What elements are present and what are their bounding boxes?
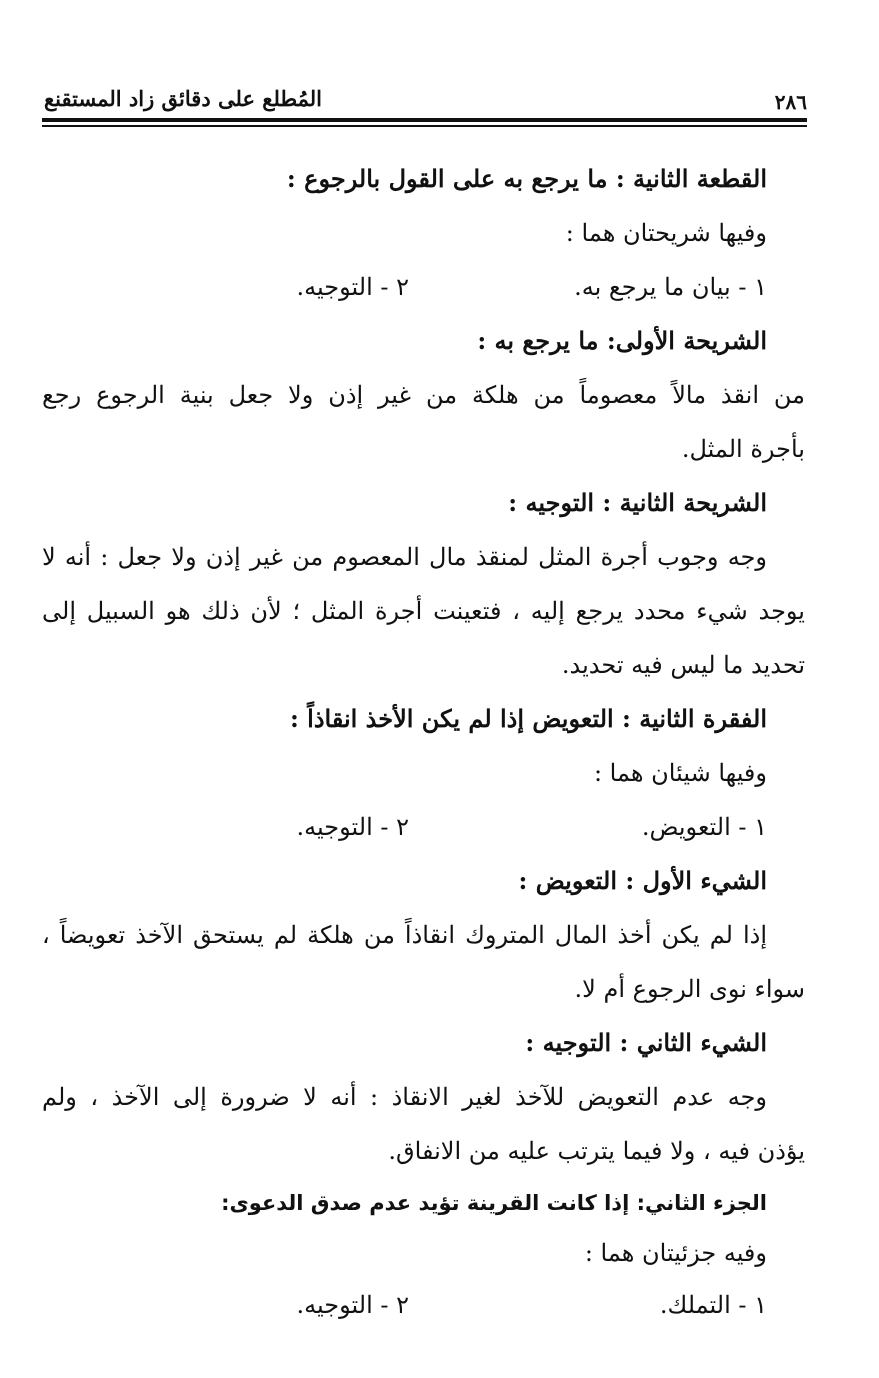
list-item: ١ - التعويض. <box>641 813 767 841</box>
paragraph-line: بأجرة المثل. <box>681 435 805 463</box>
header-rule-thin <box>42 125 807 127</box>
paragraph-line: وجه وجوب أجرة المثل لمنقذ مال المعصوم من غير إذن ولا جعل : أنه لا <box>42 543 767 571</box>
paragraph-line: وجه عدم التعويض للآخذ لغير الانقاذ : أنه لا ضرورة إلى الآخذ ، ولم <box>42 1083 767 1111</box>
numbered-list <box>42 1278 767 1332</box>
body-text: وفيها شيئان هما : <box>593 759 767 787</box>
section-heading: الشريحة الأولى: ما يرجع به : <box>477 326 767 355</box>
section-heading: الفقرة الثانية : التعويض إذا لم يكن الأخذ انقاذاً : <box>289 704 767 733</box>
numbered-list <box>42 800 767 854</box>
page-body <box>42 152 805 1332</box>
running-title: المُطلع على دقائق زاد المستقنع <box>44 86 323 111</box>
page-number: ٢٨٦ <box>774 90 807 114</box>
header-rule-thick <box>42 118 807 122</box>
numbered-list <box>42 260 767 314</box>
list-item: ١ - بيان ما يرجع به. <box>574 273 767 301</box>
section-heading: الشيء الأول : التعويض : <box>518 866 767 895</box>
list-item: ١ - التملك. <box>659 1291 767 1319</box>
body-text: وفيه جزئيتان هما : <box>584 1239 767 1267</box>
paragraph-line: إذا لم يكن أخذ المال المتروك انقاذاً من هلكة لم يستحق الآخذ تعويضاً ، <box>42 921 767 949</box>
section-heading: الشيء الثاني : التوجيه : <box>525 1028 767 1057</box>
paragraph-line: تحديد ما ليس فيه تحديد. <box>561 651 805 679</box>
list-item: ٢ - التوجيه. <box>296 1291 409 1319</box>
section-heading: الشريحة الثانية : التوجيه : <box>508 488 767 517</box>
section-heading: القطعة الثانية : ما يرجع به على القول بالرجوع : <box>286 164 767 193</box>
body-text: وفيها شريحتان هما : <box>565 219 767 247</box>
page-header <box>42 86 807 118</box>
paragraph-line: يؤذن فيه ، ولا فيما يترتب عليه من الانفاق. <box>388 1137 805 1165</box>
paragraph-line: من انقذ مالاً معصوماً من هلكة من غير إذن ولا جعل بنية الرجوع رجع <box>42 381 805 409</box>
paragraph-line: يوجد شيء محدد يرجع إليه ، فتعينت أجرة المثل ؛ لأن ذلك هو السبيل إلى <box>42 597 805 625</box>
list-item: ٢ - التوجيه. <box>296 813 409 841</box>
paragraph-line: سواء نوى الرجوع أم لا. <box>574 975 805 1003</box>
list-item: ٢ - التوجيه. <box>296 273 409 301</box>
section-heading: الجزء الثاني: إذا كانت القرينة تؤيد عدم صدق الدعوى: <box>221 1191 767 1215</box>
